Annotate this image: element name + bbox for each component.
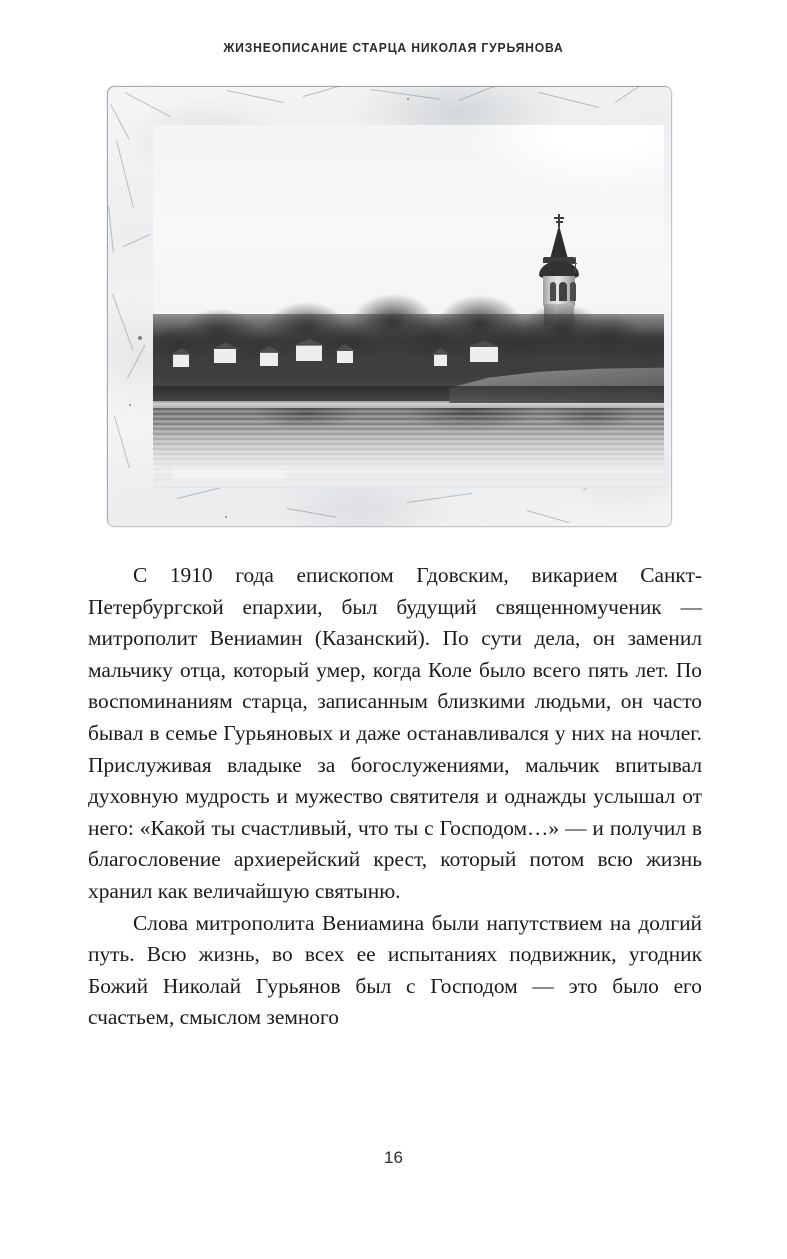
village-house bbox=[470, 346, 498, 362]
village-house bbox=[214, 348, 236, 363]
photo-plate-frame bbox=[107, 86, 672, 527]
photograph-river-village-church bbox=[153, 125, 664, 488]
village-house bbox=[296, 345, 322, 361]
paragraph: Слова митрополита Вениамина были напутствием на долгий путь. Всю жизнь, во всех ее испытаниях подвижник, угодник Божий Николай Гурьянов был с Господом — это было его счастьем, смыслом земного bbox=[88, 910, 702, 1030]
water-foreground bbox=[153, 481, 664, 488]
body-text bbox=[88, 560, 702, 1034]
running-head: ЖИЗНЕОПИСАНИЕ СТАРЦА НИКОЛАЯ ГУРЬЯНОВА bbox=[223, 40, 564, 55]
page-number: 16 bbox=[384, 1148, 403, 1167]
river-water bbox=[153, 408, 664, 488]
secondary-cross-bar bbox=[570, 263, 577, 264]
paragraph: С 1910 года епископом Гдовским, викарием Санкт-Петербургской епархии, был будущий священномученик — митрополит Вениамин (Казанский). По сути дела, он заменил мальчику отца, который умер, когда Коле было всего пять лет. По воспоминаниям старца, записанным близкими людьми, он часто бывал в семье Гурьяновых и даже останавливался у них на ночлег. Прислуживая владыке за богослужениями, мальчик впитывал духовную мудрость и мужество святителя и однажды услышал от него: «Какой ты счастливый, что ты с Господом…» — и получил в благословение архиерейский крест, который потом всю жизнь хранил как величайшую святыню. bbox=[88, 563, 702, 903]
village-house bbox=[434, 354, 447, 366]
village-house bbox=[173, 354, 189, 367]
village-house bbox=[337, 350, 353, 363]
village-house bbox=[260, 352, 278, 366]
